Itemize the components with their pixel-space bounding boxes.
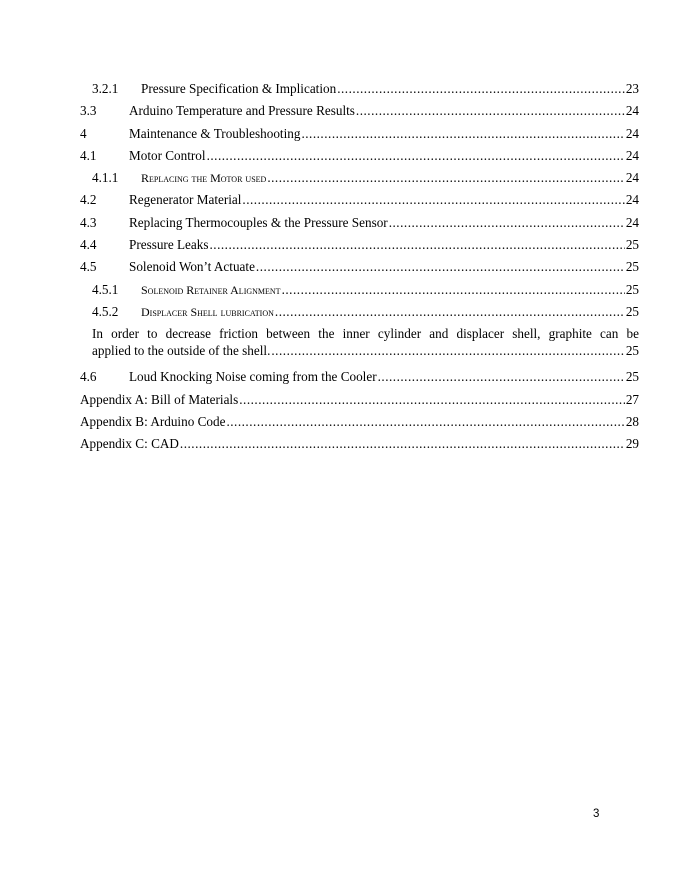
toc-entry-number: 4.1 <box>80 147 97 163</box>
toc-entry-page: 25 <box>625 259 639 275</box>
toc-entry-page: 23 <box>625 81 639 96</box>
toc-leader-dots <box>226 411 624 433</box>
toc-entry-4-3[interactable] <box>80 212 639 234</box>
toc-entry-page: 28 <box>625 413 639 429</box>
toc-entry-number: 3.2.1 <box>92 81 119 96</box>
toc-entry-3-3[interactable] <box>80 100 639 122</box>
toc-leader-dots <box>389 212 625 234</box>
toc-entry-page: 25 <box>625 303 639 319</box>
toc-entry-page: 25 <box>625 342 639 358</box>
toc-entry-page: 24 <box>625 125 639 141</box>
toc-entry-title: Regenerator Material <box>129 192 242 208</box>
toc-leader-dots <box>271 343 624 360</box>
toc-leader-dots <box>337 78 625 100</box>
toc-entry-number: 4.6 <box>80 369 97 385</box>
toc-leader-dots <box>275 301 625 323</box>
toc-leader-dots <box>356 100 625 122</box>
toc-entry-4-2[interactable] <box>80 189 639 211</box>
toc-entry-title: Arduino Temperature and Pressure Results <box>129 103 355 119</box>
toc-entry-page: 25 <box>625 281 639 297</box>
toc-entry-4-1-1[interactable] <box>80 167 639 189</box>
toc-entry-title: Maintenance & Troubleshooting <box>129 125 301 141</box>
toc-entry-number: 3.3 <box>80 103 97 119</box>
toc-entry-number: 4.5.2 <box>92 303 119 319</box>
toc-entry-title: Solenoid Won’t Actuate <box>129 259 255 275</box>
toc-leader-dots <box>267 167 625 189</box>
toc-entry-number: 4 <box>80 125 87 141</box>
toc-entry-page: 25 <box>625 237 639 253</box>
toc-entry-page: 24 <box>625 103 639 119</box>
toc-entry-page: 27 <box>625 391 639 407</box>
toc-entry-page: 24 <box>625 192 639 208</box>
toc-entry-number: 4.2 <box>80 192 97 208</box>
toc-entry-title: Replacing Thermocouples & the Pressure Sensor <box>129 214 388 230</box>
toc-entry-appendix-c[interactable] <box>80 433 639 455</box>
toc-leader-dots <box>378 366 625 388</box>
toc-entry-page: 24 <box>625 214 639 230</box>
toc-leader-dots <box>239 389 625 411</box>
toc-entry-title: Replacing the Motor used <box>141 171 267 186</box>
toc-leader-dots <box>282 279 625 301</box>
toc-entry-4[interactable] <box>80 123 639 145</box>
toc-entry-title: Appendix C: CAD <box>80 436 179 452</box>
toc-entry-page: 24 <box>625 170 639 186</box>
page-number: 3 <box>593 808 600 820</box>
toc-entry-number: 4.3 <box>80 214 97 230</box>
toc-entry-number: 4.1.1 <box>92 170 119 186</box>
toc-entry-page: 25 <box>625 369 639 385</box>
toc-entry-4-5[interactable] <box>80 256 639 278</box>
toc-entry-4-1[interactable] <box>80 145 639 167</box>
toc-entry-title: Pressure Specification & Implication <box>141 81 337 96</box>
toc-entry-title: Appendix B: Arduino Code <box>80 413 226 429</box>
toc-entry-title: Pressure Leaks <box>129 237 209 253</box>
toc-entry-page: 24 <box>625 147 639 163</box>
toc-paragraph-line-2: applied to the outside of the shell. <box>92 342 271 358</box>
toc-leader-dots <box>207 145 625 167</box>
toc-entry-appendix-a[interactable] <box>80 389 639 411</box>
toc-entry-number: 4.4 <box>80 237 97 253</box>
toc-entry-title: Appendix A: Bill of Materials <box>80 391 239 407</box>
toc-entry-number: 4.5.1 <box>92 281 119 297</box>
toc-entry-title: Motor Control <box>129 147 206 163</box>
toc-leader-dots <box>242 189 624 211</box>
toc-paragraph-line-1: In order to decrease friction between the inner cylinder and displacer shell, graphite can be <box>92 326 639 342</box>
toc-entry-4-6[interactable] <box>80 366 639 388</box>
toc-leader-dots <box>256 256 625 278</box>
toc-entry-title: Solenoid Retainer Alignment <box>141 282 281 297</box>
toc-leader-dots <box>209 234 624 256</box>
table-of-contents <box>80 78 639 455</box>
toc-leader-dots <box>180 433 625 455</box>
toc-entry-page: 29 <box>625 436 639 452</box>
toc-entry-4-5-1[interactable] <box>80 279 639 301</box>
toc-paragraph-entry[interactable] <box>92 323 639 366</box>
toc-entry-appendix-b[interactable] <box>80 411 639 433</box>
toc-entry-number: 4.5 <box>80 259 97 275</box>
toc-leader-dots <box>301 123 624 145</box>
toc-entry-4-5-2[interactable] <box>80 301 639 323</box>
toc-entry-title: Loud Knocking Noise coming from the Cooler <box>129 369 377 385</box>
toc-entry-3-2-1[interactable] <box>80 78 639 100</box>
toc-entry-title: Displacer Shell lubrication <box>141 304 274 319</box>
toc-entry-4-4[interactable] <box>80 234 639 256</box>
